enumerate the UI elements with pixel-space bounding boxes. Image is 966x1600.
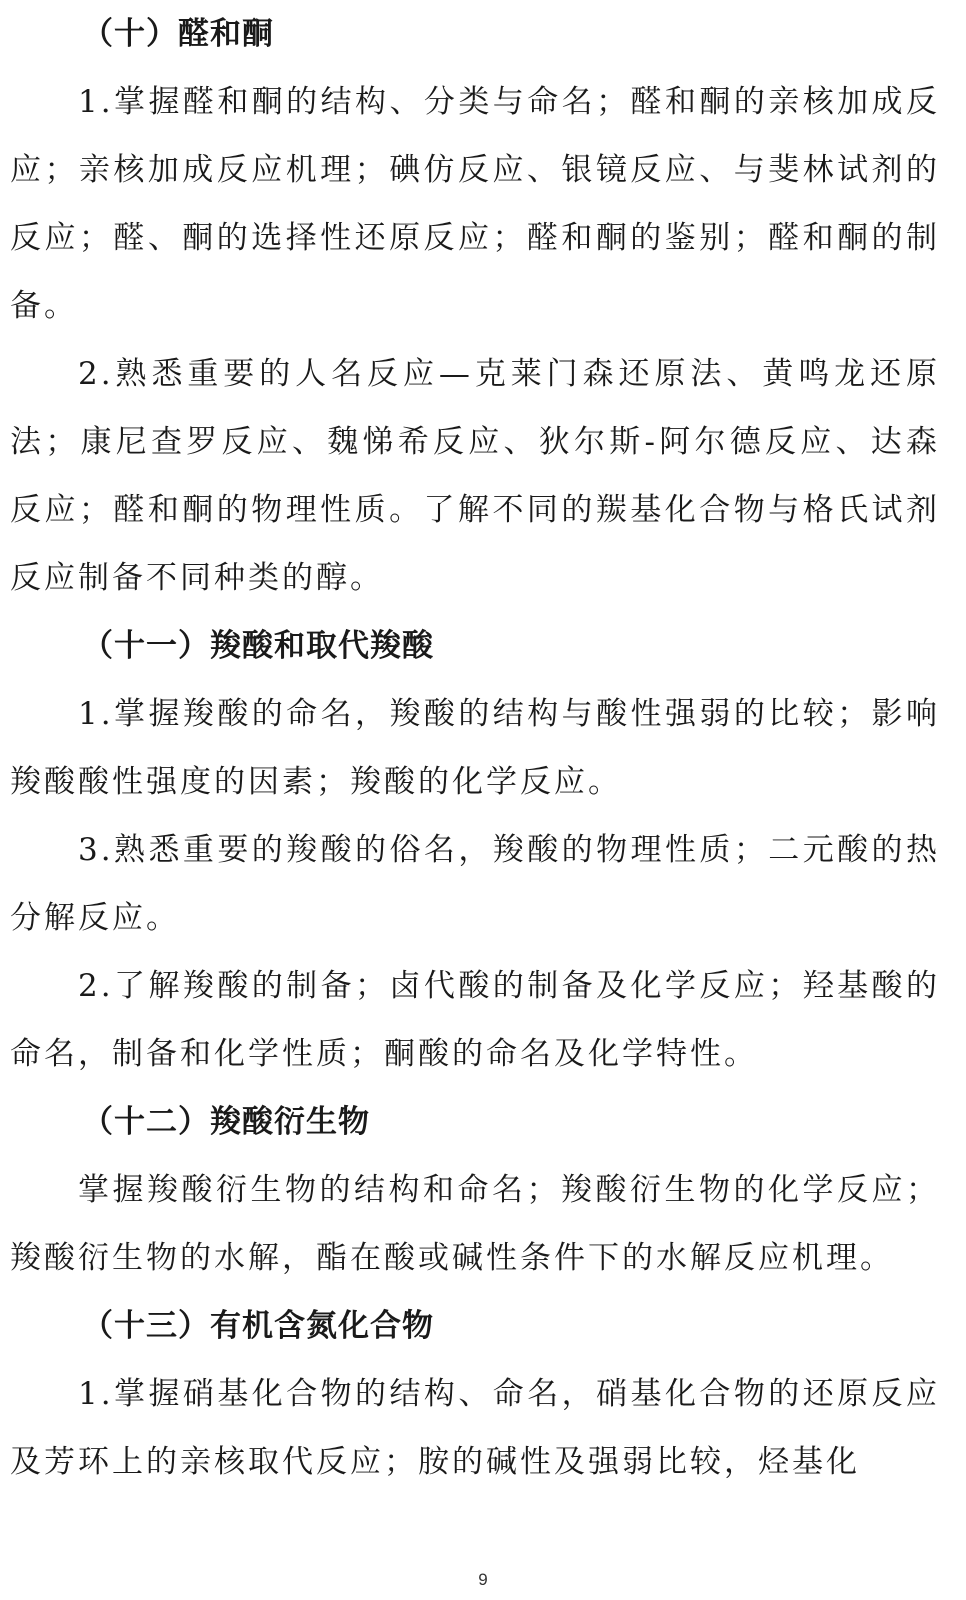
section-aldehydes-ketones <box>10 0 940 612</box>
paragraph: 1.掌握硝基化合物的结构、命名，硝基化合物的还原反应及芳环上的亲核取代反应；胺的碱性及强弱比较，烃基化 <box>10 1376 940 1480</box>
page-number: 9 <box>478 1570 488 1589</box>
section-carboxylic-derivatives <box>10 1088 940 1292</box>
section-title: （十二）羧酸衍生物 <box>82 1104 370 1140</box>
paragraph: 1.掌握醛和酮的结构、分类与命名；醛和酮的亲核加成反应；亲核加成反应机理；碘仿反应、银镜反应、与斐林试剂的反应；醛、酮的选择性还原反应；醛和酮的鉴别；醛和酮的制备。 <box>10 84 940 324</box>
paragraph: 3.熟悉重要的羧酸的俗名，羧酸的物理性质；二元酸的热分解反应。 <box>10 832 940 936</box>
section-nitrogen-compounds <box>10 1292 940 1496</box>
section-carboxylic-acids <box>10 612 940 1088</box>
paragraph: 2.了解羧酸的制备；卤代酸的制备及化学反应；羟基酸的命名，制备和化学性质；酮酸的命名及化学特性。 <box>10 968 940 1072</box>
paragraph: 2.熟悉重要的人名反应—克莱门森还原法、黄鸣龙还原法；康尼查罗反应、魏悌希反应、狄尔斯-阿尔德反应、达森反应；醛和酮的物理性质。了解不同的羰基化合物与格氏试剂反应制备不同种类的醇。 <box>10 356 940 596</box>
paragraph: 1.掌握羧酸的命名，羧酸的结构与酸性强弱的比较；影响羧酸酸性强度的因素；羧酸的化学反应。 <box>10 696 940 800</box>
page-content <box>10 0 940 1496</box>
paragraph: 掌握羧酸衍生物的结构和命名；羧酸衍生物的化学反应；羧酸衍生物的水解，酯在酸或碱性条件下的水解反应机理。 <box>10 1172 940 1276</box>
section-title: （十一）羧酸和取代羧酸 <box>82 628 434 664</box>
section-title: （十三）有机含氮化合物 <box>82 1308 434 1344</box>
section-title: （十）醛和酮 <box>82 16 274 52</box>
